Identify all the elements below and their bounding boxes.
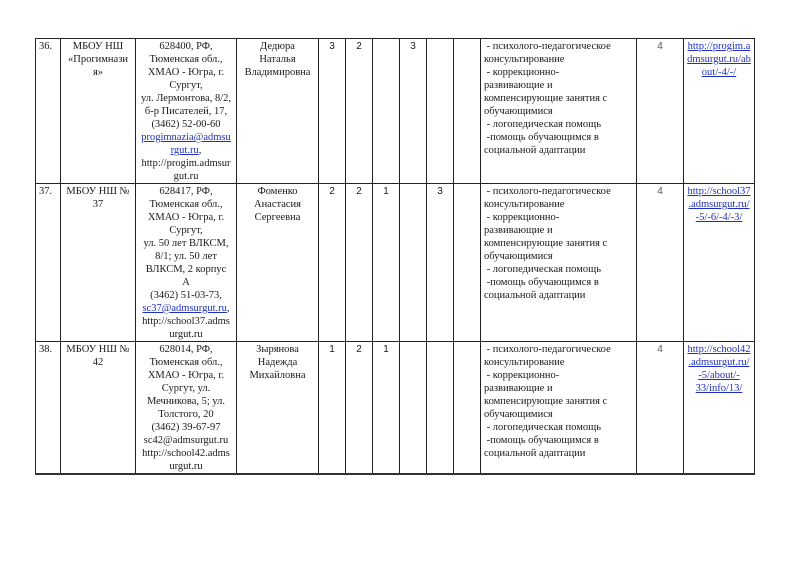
address-line: (3462) 52-00-60: [151, 119, 221, 130]
service-line: - коррекционно-: [484, 370, 560, 381]
count-cell-n4: [400, 342, 427, 475]
row-index-cell: [36, 184, 61, 342]
count-cell-n2: [346, 342, 373, 475]
row-index: 38.: [39, 344, 53, 355]
address-line: ХМАО - Югра, г.: [147, 370, 225, 381]
service-line: обучающимися: [484, 409, 553, 420]
page-link-line[interactable]: -5/about/-: [698, 370, 740, 381]
count-cell-n3: [373, 342, 400, 475]
service-line: компенсирующие занятия с: [484, 238, 608, 249]
institution-name: МБОУ НШ №: [66, 186, 130, 197]
page-link-line[interactable]: -5/-6/-4/-3/: [695, 212, 743, 223]
service-line: компенсирующие занятия с: [484, 396, 608, 407]
total-value: 4: [657, 186, 663, 197]
service-line: социальной адаптации: [484, 290, 586, 301]
institution-name: МБОУ НШ №: [66, 344, 130, 355]
institution-cell: [61, 39, 136, 184]
address-line: Тюменская обл.,: [149, 54, 223, 65]
institution-name: МБОУ НШ: [72, 41, 124, 52]
count-value: 3: [437, 186, 443, 197]
specialist-name: Анастасия: [253, 199, 301, 210]
address-cell: [136, 342, 237, 475]
service-line: -помощь обучающимся в: [484, 435, 599, 446]
address-line: 628400, РФ,: [159, 41, 213, 52]
count-value: 3: [329, 41, 335, 52]
address-line: Толстого, 20: [158, 409, 214, 420]
institutions-table: [35, 38, 755, 475]
address-cell: [136, 184, 237, 342]
total-cell: [637, 342, 684, 475]
service-line: обучающимися: [484, 106, 553, 117]
row-index: 36.: [39, 41, 53, 52]
specialist-name: Фоменко: [257, 186, 298, 197]
specialist-name: Сергеевна: [254, 212, 301, 223]
table-row: [36, 39, 755, 184]
link-cell: [684, 184, 755, 342]
count-cell-n3: [373, 184, 400, 342]
count-cell-n6: [454, 39, 481, 184]
service-line: - коррекционно-: [484, 67, 560, 78]
service-line: - психолого-педагогическое: [484, 41, 611, 52]
address-line: ул. 50 лет ВЛКСМ,: [143, 238, 229, 249]
address-line: Мечникова, 5; ул.: [146, 396, 226, 407]
email-wrap: [139, 131, 233, 157]
count-cell-n1: [319, 39, 346, 184]
institution-name: 37: [92, 199, 104, 210]
service-line: социальной адаптации: [484, 145, 586, 156]
institution-name: я»: [92, 67, 104, 78]
address-line: 8/1; ул. 50 лет: [155, 251, 217, 262]
row-index-cell: [36, 39, 61, 184]
page-link-line[interactable]: http://school42: [687, 344, 751, 355]
row-index-cell: [36, 342, 61, 475]
email-suffix: ,: [198, 145, 202, 156]
address-line: Тюменская обл.,: [149, 199, 223, 210]
service-line: - коррекционно-: [484, 212, 560, 223]
address-line: http://school42.adms: [142, 448, 230, 459]
service-line: - логопедическая помощь: [484, 422, 601, 433]
page-link-line[interactable]: .admsurgut.ru/: [688, 199, 750, 210]
count-value: 2: [329, 186, 335, 197]
address-line: А: [182, 277, 190, 288]
page-link-line[interactable]: http://progim.a: [687, 41, 751, 52]
service-line: консультирование: [484, 357, 565, 368]
service-line: -помощь обучающимся в: [484, 132, 599, 143]
services-cell: [481, 39, 637, 184]
institution-name: «Прогимнази: [68, 54, 128, 65]
specialist-name: Зырянова: [256, 344, 299, 355]
address-line: ВЛКСМ, 2 корпус: [145, 264, 227, 275]
count-value: 3: [410, 41, 416, 52]
address-line: (3462) 39-67-97: [151, 422, 221, 433]
count-value: 1: [383, 186, 389, 197]
total-cell: [637, 184, 684, 342]
count-cell-n4: [400, 184, 427, 342]
website-text: gut.ru: [173, 171, 199, 182]
service-line: - психолого-педагогическое: [484, 186, 611, 197]
service-line: консультирование: [484, 199, 565, 210]
specialist-name: Михайловна: [249, 370, 306, 381]
email-link[interactable]: progimnazia@admsu: [141, 132, 231, 143]
page-link[interactable]: [687, 40, 751, 79]
email-suffix: ,: [226, 303, 230, 314]
table-row: [36, 184, 755, 342]
service-line: - логопедическая помощь: [484, 264, 601, 275]
count-cell-n6: [454, 342, 481, 475]
count-cell-n2: [346, 184, 373, 342]
page-link-line[interactable]: http://school37: [687, 186, 751, 197]
count-cell-n5: [427, 39, 454, 184]
address-line: (3462) 51-03-73,: [150, 290, 222, 301]
institution-cell: [61, 342, 136, 475]
website-text: urgut.ru: [169, 329, 203, 340]
address-cell: [136, 39, 237, 184]
email-link[interactable]: sc37@admsurgut.ru: [142, 303, 227, 314]
website-text: http://school37.adms: [142, 316, 230, 327]
specialist-cell: [237, 342, 319, 475]
count-cell-n1: [319, 184, 346, 342]
service-line: социальной адаптации: [484, 448, 586, 459]
page-link[interactable]: [687, 343, 751, 395]
service-line: - психолого-педагогическое: [484, 344, 611, 355]
total-value: 4: [657, 41, 663, 52]
services-cell: [481, 342, 637, 475]
address-line: 628417, РФ,: [159, 186, 213, 197]
address-line: urgut.ru: [169, 461, 203, 472]
address-line: б-р Писателей, 17,: [144, 106, 228, 117]
page-link[interactable]: [687, 185, 751, 224]
service-line: обучающимися: [484, 251, 553, 262]
address-line: 628014, РФ,: [159, 344, 213, 355]
specialist-name: Надежда: [257, 357, 298, 368]
specialist-cell: [237, 39, 319, 184]
count-cell-n4: [400, 39, 427, 184]
address-line: ул. Лермонтова, 8/2,: [140, 93, 232, 104]
service-line: консультирование: [484, 54, 565, 65]
total-value: 4: [657, 344, 663, 355]
total-cell: [637, 39, 684, 184]
page-link-line[interactable]: .admsurgut.ru/: [688, 357, 750, 368]
page-link-line[interactable]: 33/info/13/: [695, 383, 743, 394]
service-line: компенсирующие занятия с: [484, 93, 608, 104]
count-value: 2: [356, 186, 362, 197]
row-index: 37.: [39, 186, 53, 197]
count-value: 1: [329, 344, 335, 355]
count-cell-n5: [427, 342, 454, 475]
page-link-line[interactable]: out/-4/-/: [701, 67, 737, 78]
count-cell-n5: [427, 184, 454, 342]
address-line: ХМАО - Югра, г.: [147, 212, 225, 223]
count-cell-n2: [346, 39, 373, 184]
page-link-line[interactable]: dmsurgut.ru/ab: [687, 54, 751, 65]
address-line: Тюменская обл.,: [149, 357, 223, 368]
website-text: http://progim.admsur: [141, 158, 231, 169]
address-line: sc42@admsurgut.ru: [143, 435, 229, 446]
address-line: Сургут,: [169, 225, 203, 236]
service-line: развивающие и: [484, 225, 553, 236]
count-value: 1: [383, 344, 389, 355]
institution-name: 42: [92, 357, 104, 368]
specialist-name: Наталья: [259, 54, 296, 65]
service-line: -помощь обучающимся в: [484, 277, 599, 288]
services-cell: [481, 184, 637, 342]
specialist-name: Владимировна: [244, 67, 311, 78]
service-line: развивающие и: [484, 383, 553, 394]
specialist-name: Дедюра: [260, 41, 295, 52]
service-line: - логопедическая помощь: [484, 119, 601, 130]
count-cell-n1: [319, 342, 346, 475]
service-line: развивающие и: [484, 80, 553, 91]
count-value: 2: [356, 344, 362, 355]
table-row: [36, 342, 755, 475]
count-cell-n6: [454, 184, 481, 342]
link-cell: [684, 39, 755, 184]
institution-cell: [61, 184, 136, 342]
address-line: Сургут,: [169, 80, 203, 91]
email-link[interactable]: rgut.ru: [170, 145, 199, 156]
address-line: Сургут, ул.: [161, 383, 211, 394]
count-cell-n3: [373, 39, 400, 184]
email-wrap: [139, 302, 233, 315]
address-line: ХМАО - Югра, г.: [147, 67, 225, 78]
count-value: 2: [356, 41, 362, 52]
link-cell: [684, 342, 755, 475]
specialist-cell: [237, 184, 319, 342]
